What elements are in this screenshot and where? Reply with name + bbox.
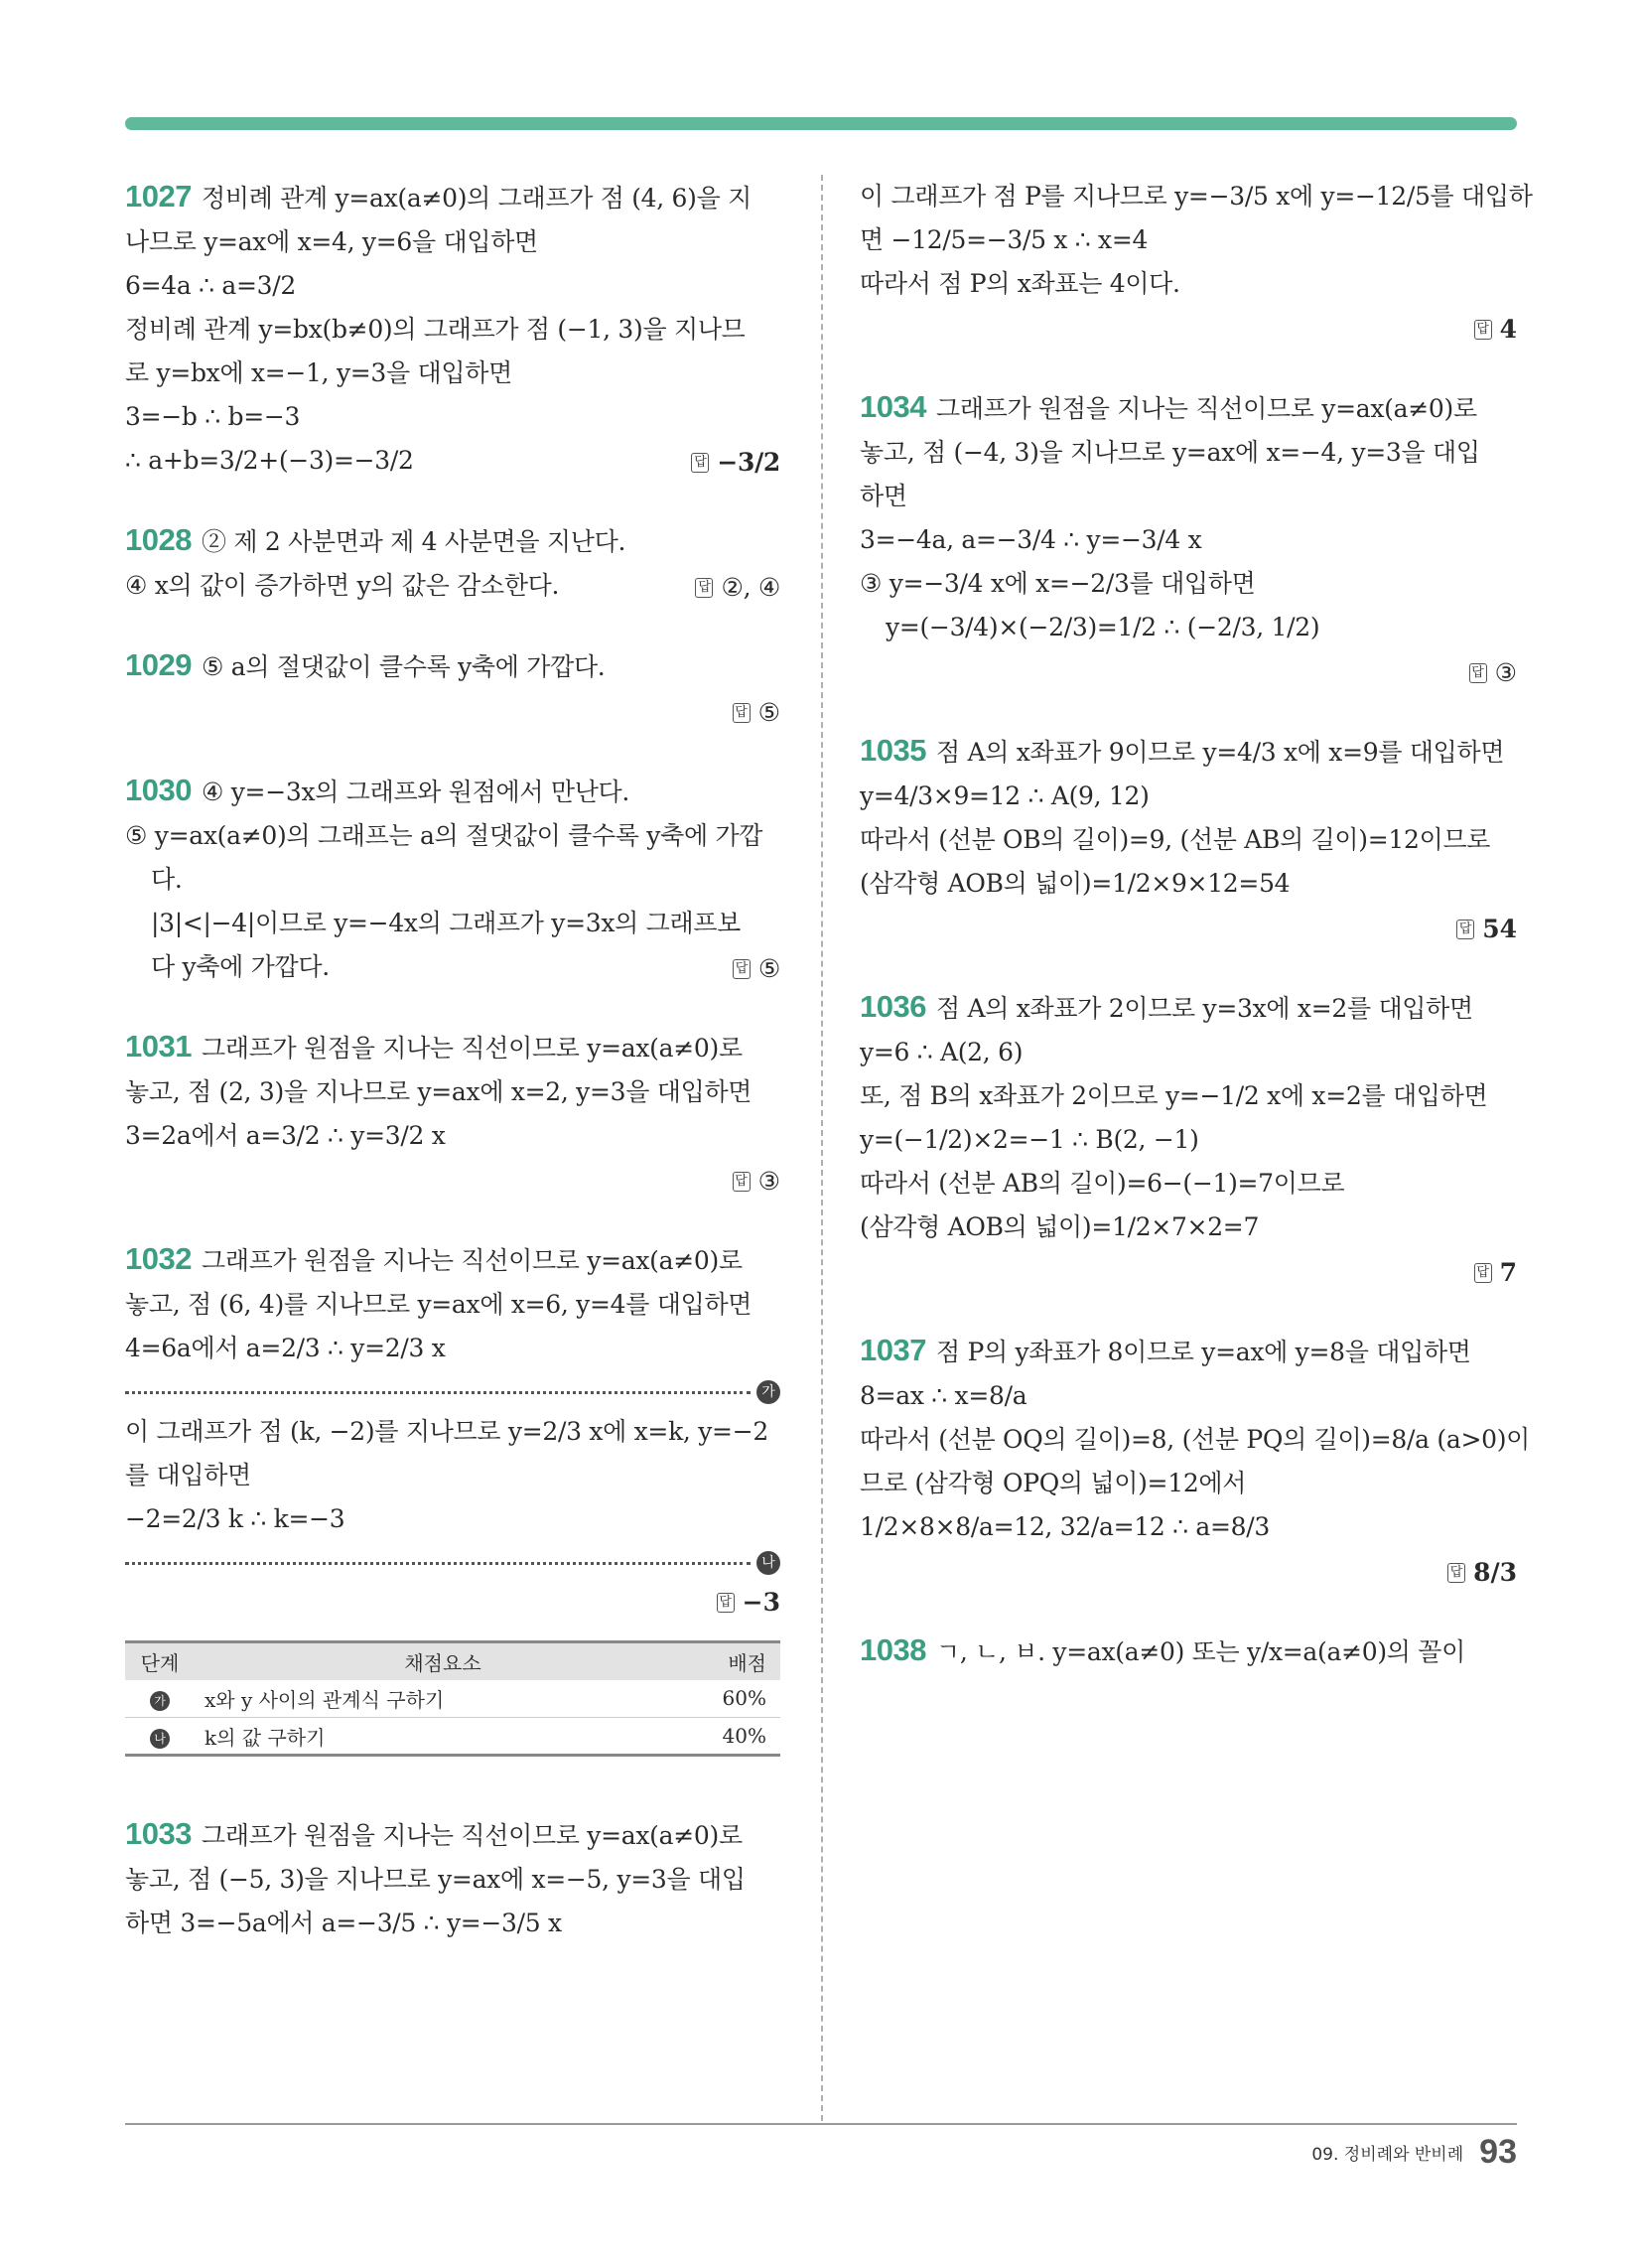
table-row: 가 x와 y 사이의 관계식 구하기 60%: [125, 1680, 780, 1718]
problem-number: 1037: [860, 1333, 926, 1367]
answer: 답 54: [860, 908, 1517, 951]
problem-1033: 1033 그래프가 원점을 지나는 직선이므로 y=ax(a≠0)로 놓고, 점 (−5, 3)을 지나므로 y=ax에 x=−5, y=3을 대입 하면 3=−5a에서 a=−3/5 ∴ y=−3/5 x: [125, 1816, 746, 1937]
right-column: [860, 175, 1533, 1708]
problem-number: 1032: [125, 1241, 192, 1276]
answer-icon: 답: [733, 1172, 751, 1192]
table-row: 나 k의 값 구하기 40%: [125, 1718, 780, 1756]
problem-number: 1029: [125, 647, 192, 682]
answer-icon: 답: [1447, 1563, 1465, 1583]
answer-icon: 답: [733, 703, 751, 723]
problem-number: 1030: [125, 773, 192, 807]
answer-icon: 답: [717, 1593, 735, 1613]
problem-number: 1033: [125, 1816, 192, 1851]
problem-1037: 1037 점 P의 y좌표가 8이므로 y=ax에 y=8을 대입하면 8=ax ∴ x=8/a 따라서 (선분 OQ의 길이)=8, (선분 PQ의 길이)=8/a (a>0)이 므로 (삼각형 OPQ의 넓이)=12에서 1/2×8×8/a=12, 32/a=12 ∴ a=8/3 답 8/3: [860, 1329, 1517, 1595]
column-divider: [821, 175, 823, 2121]
step-mark-icon: 가: [150, 1691, 170, 1711]
problem-number: 1034: [860, 389, 926, 424]
page-number: 93: [1479, 2133, 1517, 2171]
table-header-row: 단계 채점요소 배점: [125, 1642, 780, 1680]
answer: 답 ③: [125, 1160, 780, 1204]
answer: 답 ②, ④: [695, 566, 780, 610]
answer-icon: 답: [1474, 320, 1492, 340]
problem-1038: 1038 ㄱ, ㄴ, ㅂ. y=ax(a≠0) 또는 y/x=a(a≠0)의 꼴이: [860, 1632, 1465, 1667]
problem-number: 1035: [860, 733, 926, 768]
answer-icon: 답: [1469, 663, 1487, 683]
step-mark-icon: 나: [150, 1729, 170, 1749]
problem-1027: 1027 정비례 관계 y=ax(a≠0)의 그래프가 점 (4, 6)을 지 나므로 y=ax에 x=4, y=6을 대입하면 6=4a ∴ a=3/2 정비례 관계 y=bx(b≠0)의 그래프가 점 (−1, 3)을 지나므 로 y=bx에 x=−1, y=3을 대입하면 3=−b ∴ b=−3 ∴ a+b=3/2+(−3)=−3/2 답 −3/2: [125, 175, 780, 485]
top-accent-bar: [125, 117, 1517, 130]
problem-number: 1031: [125, 1029, 192, 1063]
problem-number: 1038: [860, 1632, 926, 1667]
answer: 답 4: [860, 308, 1517, 352]
answer: 답 −3/2: [691, 441, 780, 485]
answer-icon: 답: [1456, 920, 1474, 939]
step-divider: [125, 1551, 780, 1575]
answer-icon: 답: [733, 959, 751, 979]
step-mark-icon: 나: [756, 1551, 780, 1575]
problem-number: 1027: [125, 179, 192, 213]
problem-1036: 1036 점 A의 x좌표가 2이므로 y=3x에 x=2를 대입하면 y=6 ∴ A(2, 6) 또, 점 B의 x좌표가 2이므로 y=−1/2 x에 x=2를 대입하면 y=(−1/2)×2=−1 ∴ B(2, −1) 따라서 (선분 AB의 길이)=6−(−1)=7이므로 (삼각형 AOB의 넓이)=1/2×7×2=7 답 7: [860, 985, 1517, 1295]
problem-1031: 1031 그래프가 원점을 지나는 직선이므로 y=ax(a≠0)로 놓고, 점 (2, 3)을 지나므로 y=ax에 x=2, y=3을 대입하면 3=2a에서 a=3/2 ∴ y=3/2 x 답 ③: [125, 1025, 780, 1204]
answer-icon: 답: [691, 453, 709, 473]
chapter-title: 09. 정비례와 반비례: [1311, 2145, 1464, 2165]
answer: 답 ③: [860, 651, 1517, 695]
scoring-table: [125, 1640, 780, 1757]
problem-number: 1036: [860, 989, 926, 1024]
left-column: [125, 175, 780, 1979]
problem-1033-continued: 이 그래프가 점 P를 지나므로 y=−3/5 x에 y=−12/5를 대입하 면 −12/5=−3/5 x ∴ x=4 따라서 점 P의 x좌표는 4이다. 답 4: [860, 175, 1517, 352]
answer: 답 8/3: [860, 1551, 1517, 1595]
problem-1029: 1029 ⑤ a의 절댓값이 클수록 y축에 가깝다. 답 ⑤: [125, 643, 780, 735]
problem-1032: 1032 그래프가 원점을 지나는 직선이므로 y=ax(a≠0)로 놓고, 점 (6, 4)를 지나므로 y=ax에 x=6, y=4를 대입하면 4=6a에서 a=2/3 ∴ y=2/3 x 가 이 그래프가 점 (k, −2)를 지나므로 y=2/3 x에 x=k, y=−2 를 대입하면 −2=2/3 k ∴ k=−3 나 답 −3: [125, 1237, 780, 1625]
problem-1028: 1028 ② 제 2 사분면과 제 4 사분면을 지난다. ④ x의 값이 증가하면 y의 값은 감소한다. 답 ②, ④: [125, 518, 780, 610]
problem-1030: 1030 ④ y=−3x의 그래프와 원점에서 만난다. ⑤ y=ax(a≠0)의 그래프는 a의 절댓값이 클수록 y축에 가깝 다. |3|<|−4|이므로 y=−4x의 그래프가 y=3x의 그래프보 다 y축에 가깝다. 답 ⑤: [125, 769, 780, 991]
answer-icon: 답: [1474, 1263, 1492, 1283]
answer: 답 ⑤: [125, 691, 780, 735]
answer: 답 7: [860, 1251, 1517, 1295]
step-mark-icon: 가: [756, 1380, 780, 1404]
page-footer: [1311, 2133, 1517, 2172]
problem-number: 1028: [125, 522, 192, 557]
problem-1035: 1035 점 A의 x좌표가 9이므로 y=4/3 x에 x=9를 대입하면 y=4/3×9=12 ∴ A(9, 12) 따라서 (선분 OB의 길이)=9, (선분 AB의 길이)=12이므로 (삼각형 AOB의 넓이)=1/2×9×12=54 답 54: [860, 729, 1517, 951]
answer: 답 ⑤: [733, 947, 780, 991]
footer-divider: [125, 2123, 1517, 2125]
problem-1034: 1034 그래프가 원점을 지나는 직선이므로 y=ax(a≠0)로 놓고, 점 (−4, 3)을 지나므로 y=ax에 x=−4, y=3을 대입 하면 3=−4a, a=−3/4 ∴ y=−3/4 x ③ y=−3/4 x에 x=−2/3를 대입하면 y=(−3/4)×(−2/3)=1/2 ∴ (−2/3, 1/2) 답 ③: [860, 385, 1517, 695]
answer: 답 −3: [125, 1581, 780, 1625]
answer-icon: 답: [695, 578, 713, 598]
step-divider: [125, 1380, 780, 1404]
